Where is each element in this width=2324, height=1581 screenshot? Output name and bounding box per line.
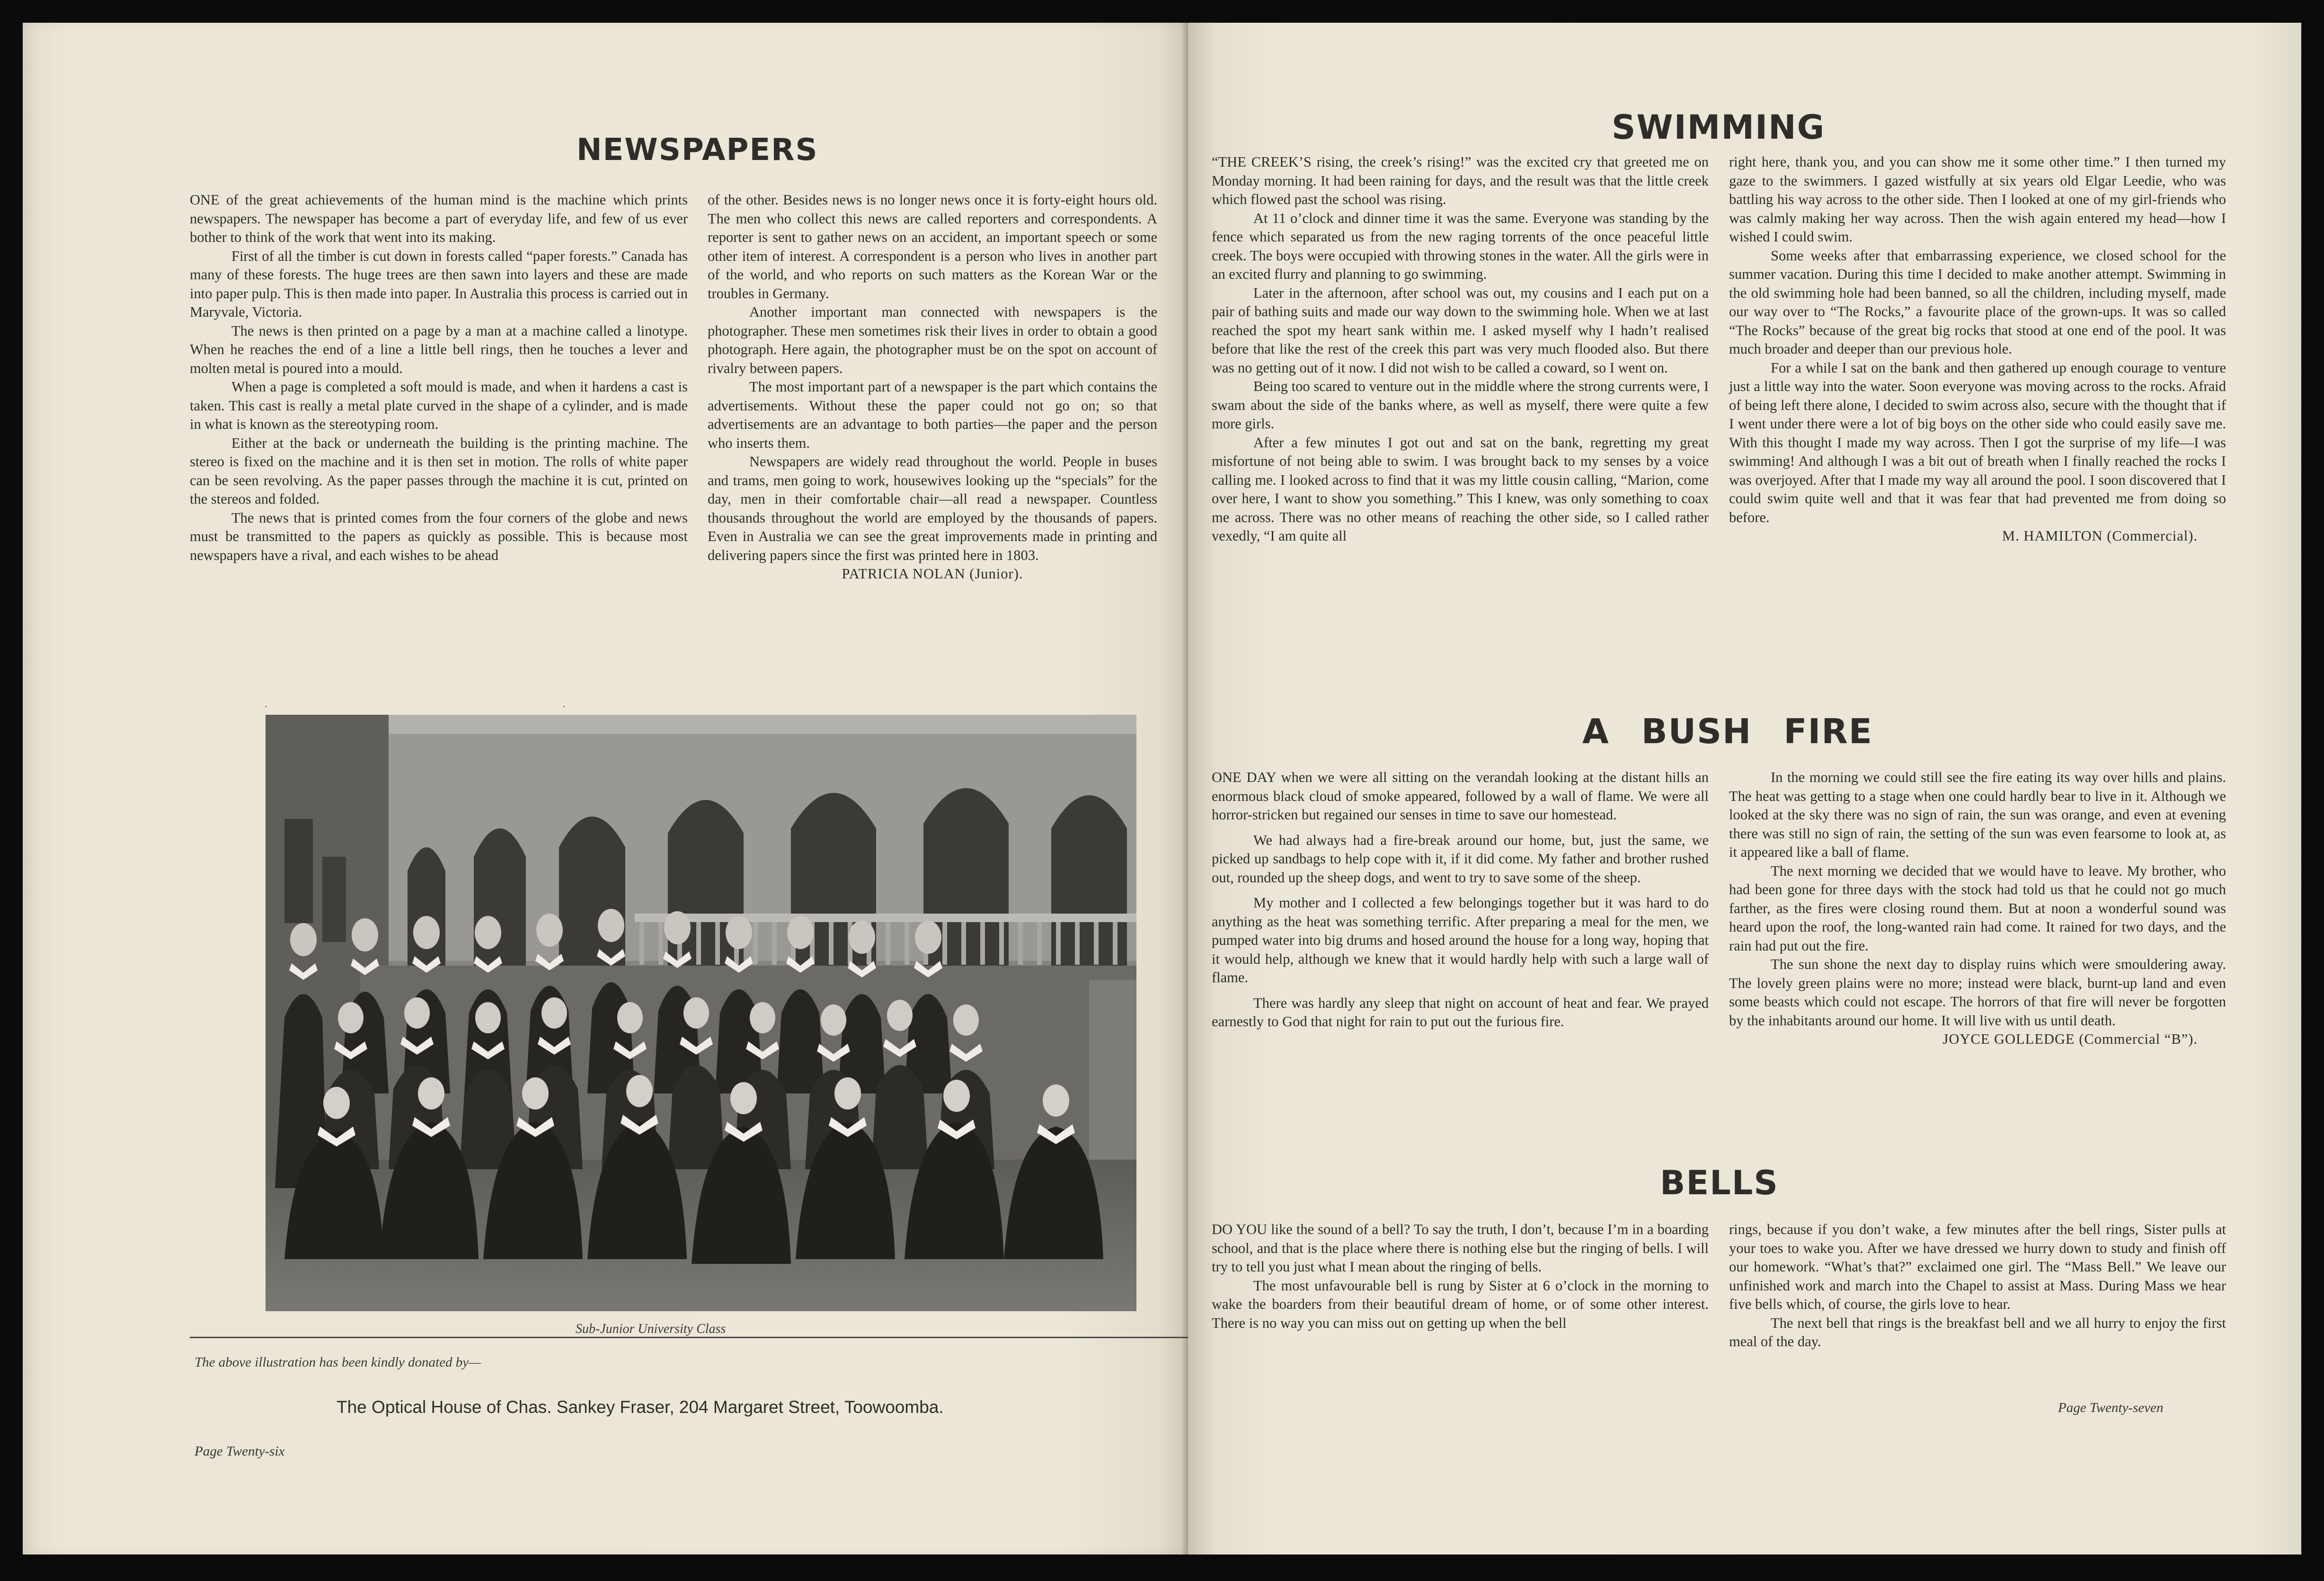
print-mark: · bbox=[562, 701, 566, 712]
paragraph: There was hardly any sleep that night on account of heat and fear. We prayed earnestly to God that night for rain to put out the furious fire. bbox=[1212, 995, 1709, 1030]
newspapers-column-2 bbox=[708, 191, 1157, 584]
paragraph: The most unfavourable bell is rung by Sister at 6 o’clock in the morning to wake the boarders from their beautiful dream of home, or of some other interest. There is no way you can miss out on getting up when the bell bbox=[1212, 1277, 1709, 1331]
donor-credit: The Optical House of Chas. Sankey Fraser, 204 Margaret Street, Toowoomba. bbox=[337, 1397, 944, 1417]
paragraph: Another important man connected with newspapers is the photographer. These men sometimes risk their lives in order to obtain a good photograph. Here again, the photographer must be on the spot on account of rivalry between papers. bbox=[708, 304, 1157, 376]
paragraph: We had always had a fire-break around our home, but, just the same, we picked up sandbags to help cope with it, if it did come. My father and brother rushed out, rounded up the sheep dogs, and went to try to save some of the sheep. bbox=[1212, 832, 1709, 886]
photo-caption: Sub-Junior University Class bbox=[576, 1322, 726, 1336]
left-page bbox=[23, 23, 1188, 1554]
paragraph: At 11 o’clock and dinner time it was the same. Everyone was standing by the fence which separated us from the new raging torrents of the once peaceful little creek. The boys were occupied with throwing stones in the water. All the girls were in an excited flurry and planning to go swimming. bbox=[1212, 210, 1709, 282]
newspapers-byline: PATRICIA NOLAN (Junior). bbox=[842, 566, 1023, 582]
paragraph: The news is then printed on a page by a man at a machine called a linotype. When he reaches the end of a line a little bell rings, then he touches a lever and molten metal is poured into a mould. bbox=[190, 322, 688, 376]
right-page bbox=[1188, 23, 2301, 1554]
paragraph: For a while I sat on the bank and then gathered up enough courage to venture just a little way into the water. Soon everyone was moving across to the rocks. Afraid of being left there alone, I decided to swim across also, secure with the thought that if I went under there were a lot of big boys on the other side who could easily save me. With this thought I made my way across. Then I got the surprise of my life—I was swimming! And although I was a bit out of breath when I finally reached the rocks I was overjoyed. After that I made my way all around the pool. I soon discovered that I could swim quite well and that it was fear that had prevented me from doing so before. bbox=[1729, 359, 2226, 525]
bush-fire-column-1 bbox=[1212, 768, 1709, 1031]
paragraph: Being too scared to venture out in the middle where the strong currents were, I swam about the side of the banks where, as well as myself, there were quite a few more girls. bbox=[1212, 378, 1709, 432]
swimming-byline: M. HAMILTON (Commercial). bbox=[2002, 528, 2198, 544]
bells-column-1 bbox=[1212, 1220, 1709, 1332]
paragraph: Either at the back or underneath the building is the printing machine. The stereo is fixed on the machine and it is then set in motion. The rolls of white paper can be seen revolving. As the paper passes through the machine it is cut, printed on the stereos and folded. bbox=[190, 435, 688, 507]
bush-fire-title: A BUSH FIRE bbox=[1582, 711, 1873, 751]
page-number-left: Page Twenty-six bbox=[195, 1444, 285, 1459]
print-mark: · bbox=[264, 701, 268, 712]
paragraph: ONE DAY when we were all sitting on the verandah looking at the distant hills an enormous black cloud of smoke appeared, followed by a wall of flame. We were all horror-stricken but regained our senses in time to save our homestead. bbox=[1212, 769, 1709, 823]
paragraph: When a page is completed a soft mould is made, and when it hardens a cast is taken. This cast is really a metal plate curved in the shape of a cylinder, and is made in what is known as the stereotyping room. bbox=[190, 379, 688, 432]
bells-title: BELLS bbox=[1660, 1164, 1779, 1202]
page-number-right: Page Twenty-seven bbox=[2058, 1400, 2164, 1415]
paragraph: Later in the afternoon, after school was out, my cousins and I each put on a pair of bathing suits and made our way down to the swimming hole. When we at last reached the spot my heart sank within me. I asked myself why I hadn’t realised before that like the rest of the creek this part was very much flooded also. But there was no getting out of it now. I did not wish to be called a coward, so I went on. bbox=[1212, 284, 1709, 376]
bells-column-2 bbox=[1729, 1220, 2226, 1351]
paragraph: DO YOU like the sound of a bell? To say the truth, I don’t, because I’m in a boarding school, and that is the place where there is nothing else but the ringing of bells. I will try to tell you just what I mean about the ringing of bells. bbox=[1212, 1221, 1709, 1275]
paragraph: The sun shone the next day to display ruins which were smouldering away. The lovely green plains were no more; instead were black, burnt-up land and even some beasts which could not escape. The horrors of that fire will never be forgotten by the inhabitants around our home. It will live with us until death. bbox=[1729, 956, 2226, 1029]
paragraph: First of all the timber is cut down in forests called “paper forests.” Canada has many of these forests. The huge trees are then sawn into layers and these are made into paper pulp. This is then made into paper. In Australia this process is carried out in Maryvale, Victoria. bbox=[190, 248, 688, 320]
newspapers-column-1 bbox=[190, 191, 688, 565]
newspapers-title: NEWSPAPERS bbox=[577, 133, 818, 168]
swimming-column-2 bbox=[1729, 153, 2226, 546]
swimming-title: SWIMMING bbox=[1612, 108, 1826, 147]
bush-fire-column-2 bbox=[1729, 768, 2226, 1049]
paragraph: Newspapers are widely read throughout the world. People in buses and trams, men going to work, housewives looking up the “specials” for the day, men in their comfortable chair—all read a newspaper. Countless thousands throughout the world are employed by the thousands of papers. Even in Australia we can see the great improvements made in printing and delivering papers since the first was printed here in 1803. bbox=[708, 453, 1157, 563]
bush-fire-byline: JOYCE GOLLEDGE (Commercial “B”). bbox=[1943, 1031, 2198, 1047]
paragraph: of the other. Besides news is no longer news once it is forty-eight hours old. The men who collect this news are called reporters and correspondents. A reporter is sent to gather news on an accident, an important speech or some other item of interest. A correspondent is a person who lives in another part of the world, and who reports on such matters as the Korean War or the troubles in Germany. bbox=[708, 192, 1157, 302]
caption-rule bbox=[190, 1337, 1188, 1338]
swimming-column-1 bbox=[1212, 153, 1709, 546]
paragraph: rings, because if you don’t wake, a few minutes after the bell rings, Sister pulls at your toes to wake you. After we have dressed we hurry down to study and finish off our homework. “What’s that?” exclaimed one girl. The “Mass Bell.” We leave our unfinished work and march into the Chapel to assist at Mass. During Mass we hear five bells which, of course, the girls love to hear. bbox=[1729, 1221, 2226, 1312]
paragraph: right here, thank you, and you can show me it some other time.” I then turned my gaze to the swimmers. I gazed wistfully at six years old Elgar Leedie, who was battling his way across to the other side. Then I looked at one of my girl-friends who was calmly making her way across. Then the wish again entered my head—how I wished I could swim. bbox=[1729, 154, 2226, 245]
paragraph: Some weeks after that embarrassing experience, we closed school for the summer vacation. During this time I decided to make another attempt. Swimming in the old swimming hole had been banned, so all the children, including myself, made our way over to “The Rocks,” a favourite place of the grown-ups. It was so called “The Rocks” because of the great big rocks that stood at one end of the pool. It was much broader and deeper than our previous hole. bbox=[1729, 247, 2226, 357]
paragraph: In the morning we could still see the fire eating its way over hills and plains. The heat was getting to a stage when one could hardly bear to live in it. Although we looked at the sky there was no sign of rain, the sun was orange, and even at evening there was still no sign of rain, the setting of the sun was even fearsome to look at, as it appeared like a ball of flame. bbox=[1729, 769, 2226, 860]
paragraph: The next morning we decided that we would have to leave. My brother, who had been gone for three days with the stock had told us that he could not go much farther, as the fires were closing round them. But at noon a wonderful sound was heard upon the roof, the long-wanted rain had come. It rained for two days, and the rain had put out the fire. bbox=[1729, 862, 2226, 954]
paragraph: The most important part of a newspaper is the part which contains the advertisements. Without these the paper could not go on; so that advertisements are an advantage to both parties—the paper and the person who inserts them. bbox=[708, 379, 1157, 451]
donation-note: The above illustration has been kindly donated by— bbox=[195, 1355, 481, 1370]
class-photograph bbox=[266, 715, 1136, 1311]
paragraph: My mother and I collected a few belongings together but it was hard to do anything as the heat was something terrific. After preparing a meal for the men, we pumped water into big drums and hosed around the house for a long way, hoping that it would help, although we knew that it would hardly help with such a large wall of flame. bbox=[1212, 895, 1709, 986]
paragraph: ONE of the great achievements of the human mind is the machine which prints newspapers. The newspaper has become a part of everyday life, and few of us ever bother to think of the work that went into its making. bbox=[190, 192, 688, 245]
paragraph: After a few minutes I got out and sat on the bank, regretting my great misfortune of not being able to swim. I was brought back to my senses by a voice calling me. I looked across to find that it was my little cousin calling, “Marion, come over here, I want to show you something.” This I knew, was only something to coax me across. There was no other means of reaching the other side, so I called rather vexedly, “I am quite all bbox=[1212, 434, 1709, 544]
class-photograph-image bbox=[266, 715, 1136, 1311]
paragraph: The news that is printed comes from the four corners of the globe and news must be transmitted to the papers as quickly as possible. This is because most newspapers have a rival, and each wishes to be ahead bbox=[190, 509, 688, 563]
paragraph: “THE CREEK’S rising, the creek’s rising!” was the excited cry that greeted me on Monday morning. It had been raining for days, and the result was that the little creek which flowed past the school was rising. bbox=[1212, 154, 1709, 207]
paragraph: The next bell that rings is the breakfast bell and we all hurry to enjoy the first meal of the day. bbox=[1729, 1315, 2226, 1350]
